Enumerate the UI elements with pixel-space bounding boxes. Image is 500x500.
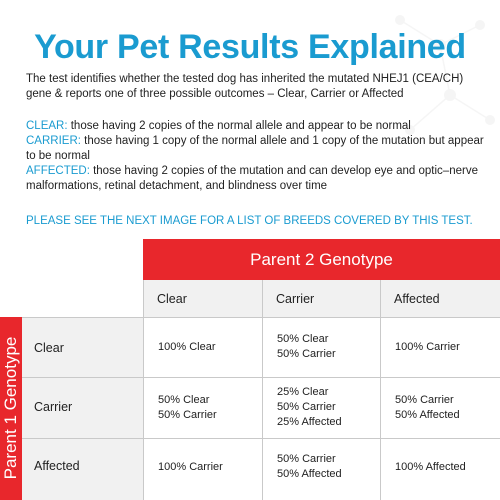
definition-key: AFFECTED: — [26, 165, 90, 177]
table-cell — [143, 317, 262, 377]
page-title: Your Pet Results Explained — [34, 28, 466, 66]
cell-value: 50% Clear — [277, 333, 329, 345]
column-header-row — [143, 280, 500, 317]
row-header-carrier: Carrier — [34, 400, 73, 414]
cell-value: 100% Clear — [158, 340, 216, 353]
row-header-clear: Clear — [34, 341, 64, 355]
table-cell — [262, 377, 380, 438]
parent2-genotype-header: Parent 2 Genotype — [143, 239, 500, 280]
cell-value: 50% Affected — [277, 468, 342, 480]
intro-paragraph: The test identifies whether the tested dog has inherited the mutated NHEJ1 (CEA/CH) gene & reports one of three possible outcomes – Clear, Carrier or Affected — [26, 73, 464, 100]
definition-carrier — [26, 134, 488, 164]
definition-clear — [26, 119, 488, 134]
breeds-notice: PLEASE SEE THE NEXT IMAGE FOR A LIST OF BREEDS COVERED BY THIS TEST. — [26, 215, 473, 227]
table-cell — [143, 438, 262, 496]
cell-value: 50% Carrier — [277, 401, 336, 413]
cell-value: 25% Clear — [277, 386, 329, 398]
definition-affected — [26, 164, 488, 194]
definition-text: those having 2 copies of the normal allele and appear to be normal — [67, 120, 411, 132]
definition-key: CARRIER: — [26, 135, 81, 147]
definition-text: those having 1 copy of the normal allele and 1 copy of the mutation but appear to be normal — [26, 135, 484, 162]
table-cell — [262, 317, 380, 377]
table-cell — [380, 317, 500, 377]
cell-value: 50% Affected — [395, 408, 460, 421]
table-cell — [262, 438, 380, 496]
definition-key: CLEAR: — [26, 120, 68, 132]
cell-value: 100% Carrier — [395, 340, 460, 353]
column-header-clear: Clear — [157, 291, 187, 306]
table-cell — [380, 438, 500, 496]
cell-value: 25% Affected — [277, 416, 342, 428]
column-header-affected: Affected — [394, 291, 440, 306]
cell-value: 100% Affected — [395, 460, 466, 473]
cell-value: 50% Clear — [158, 393, 210, 406]
column-header-carrier: Carrier — [276, 291, 315, 306]
definitions-list — [26, 119, 488, 194]
cell-value: 50% Carrier — [277, 348, 336, 360]
table-cell — [380, 377, 500, 438]
cell-value: 50% Carrier — [277, 453, 336, 465]
definition-text: those having 2 copies of the mutation and can develop eye and optic–nerve malformations, retinal detachment, and blindness over time — [26, 165, 478, 192]
parent1-genotype-label: Parent 1 Genotype — [1, 336, 20, 480]
row-header-affected: Affected — [34, 459, 80, 473]
cell-value: 50% Carrier — [395, 393, 454, 406]
cell-value: 100% Carrier — [158, 460, 223, 473]
cell-value: 50% Carrier — [158, 408, 217, 421]
table-cell — [143, 377, 262, 438]
